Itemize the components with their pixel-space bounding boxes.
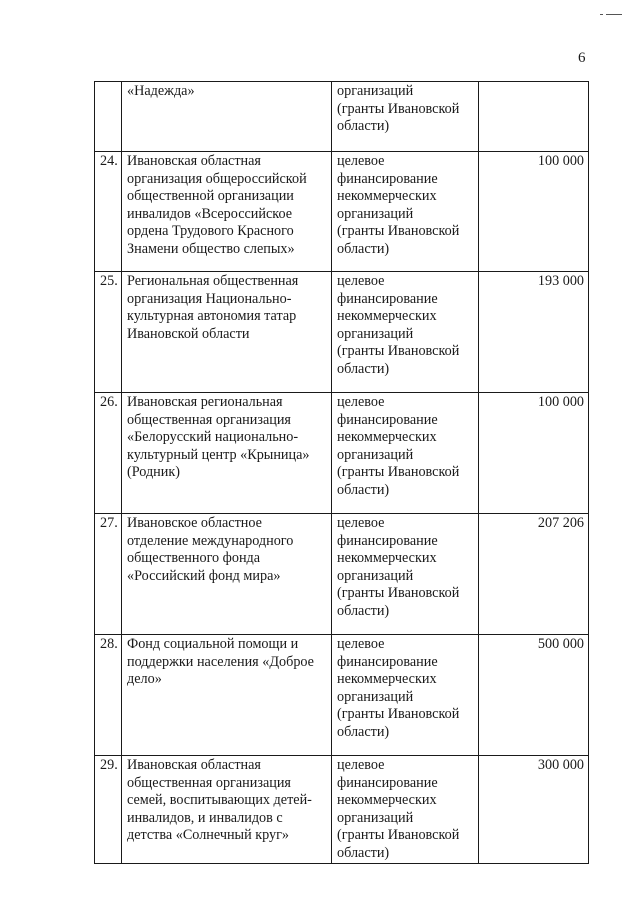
table-row [95, 393, 589, 514]
organization-name: Ивановская областная общественная организация семей, воспитывающих детей- инвалидов, и инвалидов с детства «Солнечный круг» [122, 756, 332, 864]
funding-type: организаций (гранты Ивановской области) [332, 82, 479, 152]
grant-amount: 207 206 [479, 514, 589, 635]
grant-amount: 500 000 [479, 635, 589, 756]
row-number: 28. [95, 635, 122, 756]
grant-amount [479, 82, 589, 152]
page-number: 6 [578, 50, 586, 66]
row-number: 29. [95, 756, 122, 864]
grant-amount: 193 000 [479, 272, 589, 393]
grant-amount: 100 000 [479, 393, 589, 514]
organization-name: Ивановская областная организация общероссийской общественной организации инвалидов «Всероссийское ордена Трудового Красного Знамени общество слепых» [122, 152, 332, 272]
table-row [95, 756, 589, 864]
table-row [95, 272, 589, 393]
grant-amount: 100 000 [479, 152, 589, 272]
organization-name: Региональная общественная организация Национально- культурная автономия татар Ивановской области [122, 272, 332, 393]
grants-table [94, 81, 589, 864]
row-number: 27. [95, 514, 122, 635]
funding-type: целевое финансирование некоммерческих организаций (гранты Ивановской области) [332, 393, 479, 514]
organization-name: «Надежда» [122, 82, 332, 152]
grant-amount: 300 000 [479, 756, 589, 864]
organization-name: Фонд социальной помощи и поддержки населения «Доброе дело» [122, 635, 332, 756]
funding-type: целевое финансирование некоммерческих организаций (гранты Ивановской области) [332, 514, 479, 635]
table-row [95, 82, 589, 152]
table-row [95, 514, 589, 635]
table-row [95, 635, 589, 756]
row-number: 24. [95, 152, 122, 272]
funding-type: целевое финансирование некоммерческих организаций (гранты Ивановской области) [332, 756, 479, 864]
row-number: 26. [95, 393, 122, 514]
organization-name: Ивановская региональная общественная организация «Белорусский национально- культурный центр «Крыница» (Родник) [122, 393, 332, 514]
row-number: 25. [95, 272, 122, 393]
table-row [95, 152, 589, 272]
funding-type: целевое финансирование некоммерческих организаций (гранты Ивановской области) [332, 152, 479, 272]
funding-type: целевое финансирование некоммерческих организаций (гранты Ивановской области) [332, 635, 479, 756]
funding-type: целевое финансирование некоммерческих организаций (гранты Ивановской области) [332, 272, 479, 393]
row-number [95, 82, 122, 152]
organization-name: Ивановское областное отделение международного общественного фонда «Российский фонд мира» [122, 514, 332, 635]
corner-mark [600, 14, 622, 16]
